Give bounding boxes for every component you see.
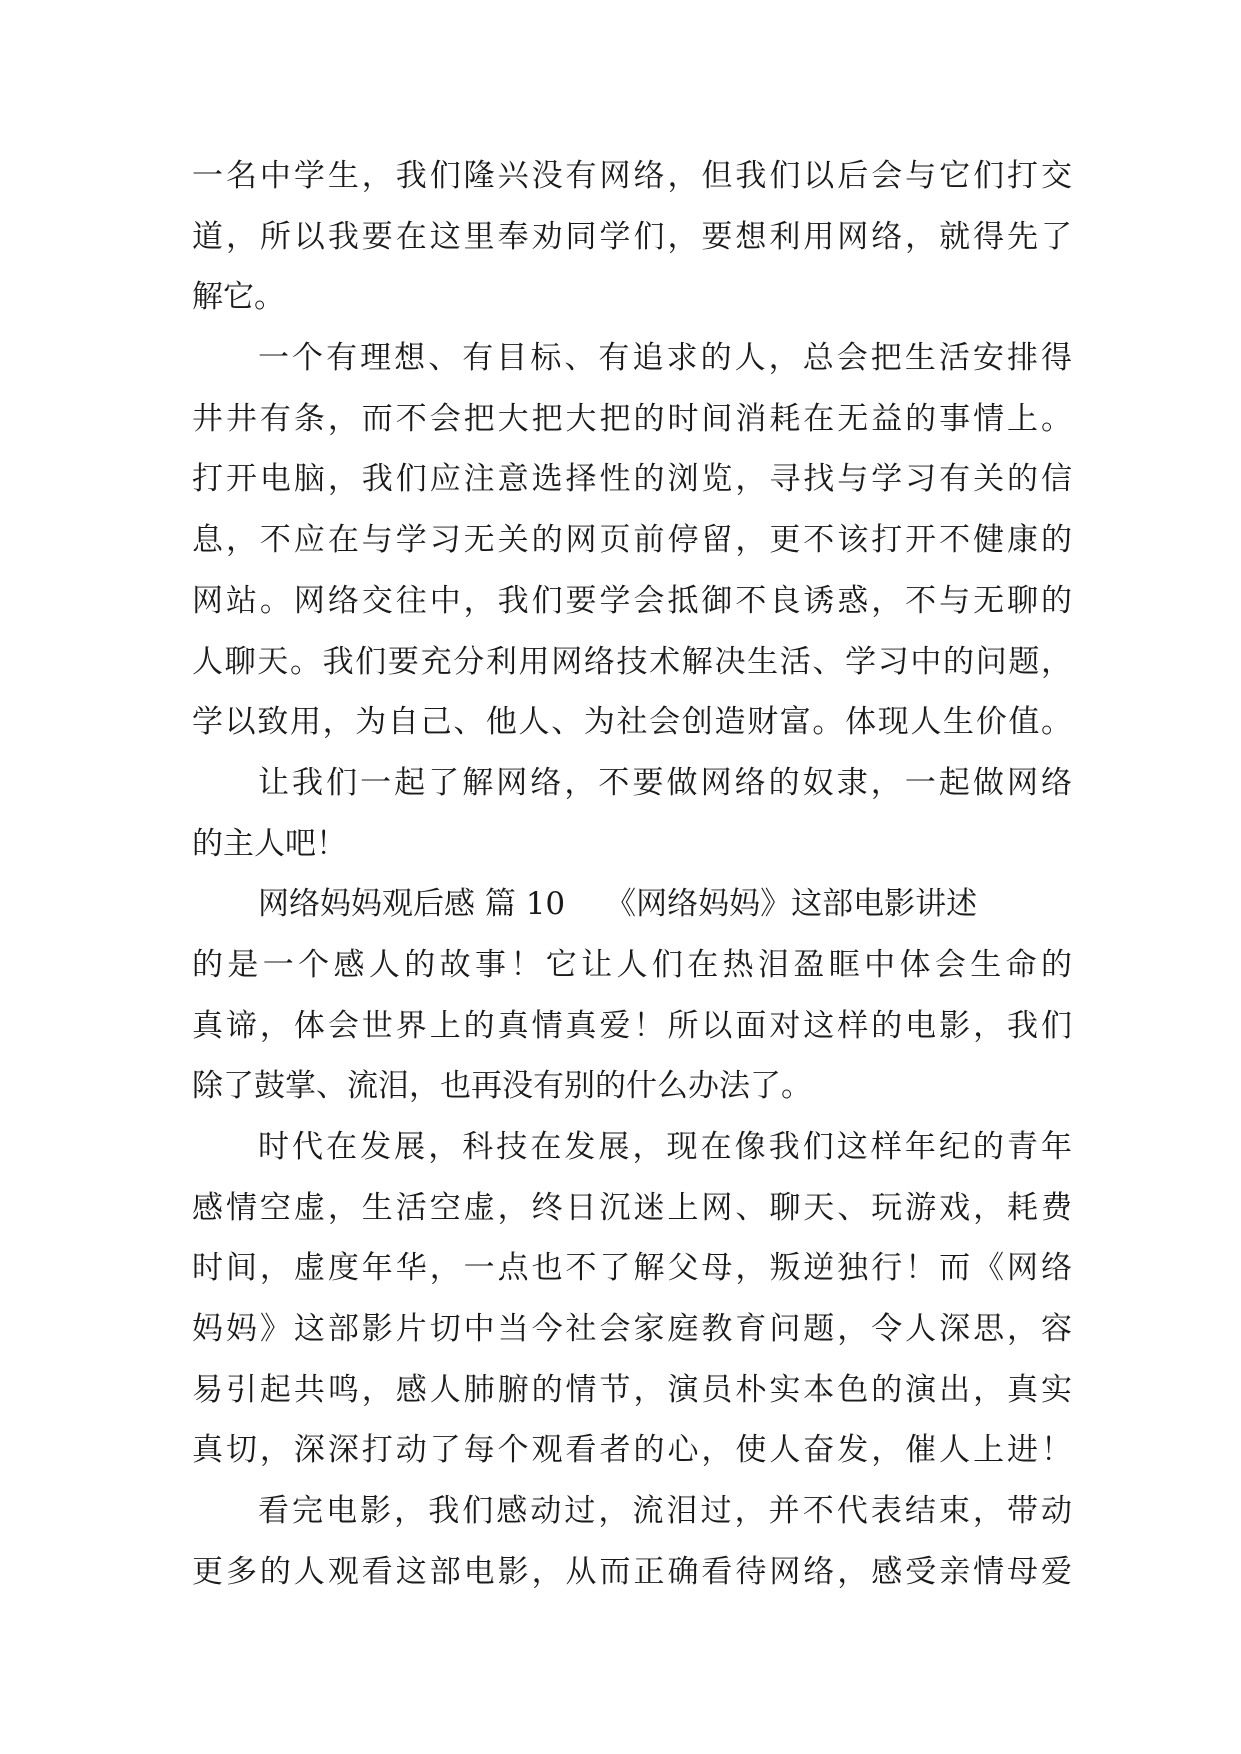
text-line: 的是一个感人的故事！它让人们在热泪盈眶中体会生命的 <box>192 946 1072 983</box>
text-line: 井井有条，而不会把大把大把的时间消耗在无益的事情上。 <box>192 400 1072 437</box>
text-line: 解它。 <box>192 279 285 316</box>
text-line: 易引起共鸣，感人肺腑的情节，演员朴实本色的演出，真实 <box>192 1371 1072 1408</box>
section-heading-line <box>192 874 1072 935</box>
text-line: 除了鼓掌、流泪，也再没有别的什么办法了。 <box>192 1068 812 1105</box>
text-line: 打开电脑，我们应注意选择性的浏览，寻找与学习有关的信 <box>192 461 1072 498</box>
text-line: 网站。网络交往中，我们要学会抵御不良诱惑，不与无聊的 <box>192 582 1072 619</box>
essay-body <box>192 146 1072 1603</box>
text-line: 《网络妈妈》这部电影讲述 <box>605 886 978 923</box>
text-line: 更多的人观看这部电影，从而正确看待网络，感受亲情母爱 <box>192 1553 1072 1590</box>
text-line: 人聊天。我们要充分利用网络技术解决生活、学习中的问题， <box>192 643 1072 680</box>
text-line: 息，不应在与学习无关的网页前停留，更不该打开不健康的 <box>192 522 1072 559</box>
text-line: 真谛，体会世界上的真情真爱！所以面对这样的电影，我们 <box>192 1007 1072 1044</box>
section-heading: 网络妈妈观后感 篇 10 <box>258 886 566 923</box>
text-line: 的主人吧！ <box>192 825 347 862</box>
text-line: 道，所以我要在这里奉劝同学们，要想利用网络，就得先了 <box>192 218 1072 255</box>
text-line: 一个有理想、有目标、有追求的人，总会把生活安排得 <box>258 340 1072 377</box>
text-line: 真切，深深打动了每个观看者的心，使人奋发，催人上进！ <box>192 1432 1072 1469</box>
text-line: 妈妈》这部影片切中当今社会家庭教育问题，令人深思，容 <box>192 1311 1072 1348</box>
text-line: 一名中学生，我们隆兴没有网络，但我们以后会与它们打交 <box>192 158 1072 194</box>
text-line: 让我们一起了解网络，不要做网络的奴隶，一起做网络 <box>258 764 1072 801</box>
text-line: 看完电影，我们感动过，流泪过，并不代表结束，带动 <box>258 1493 1072 1530</box>
text-line: 时间，虚度年华，一点也不了解父母，叛逆独行！而《网络 <box>192 1250 1072 1287</box>
text-line: 学以致用，为自己、他人、为社会创造财富。体现人生价值。 <box>192 704 1072 741</box>
text-line: 感情空虚，生活空虚，终日沉迷上网、聊天、玩游戏，耗费 <box>192 1189 1072 1226</box>
text-line: 时代在发展，科技在发展，现在像我们这样年纪的青年 <box>258 1129 1072 1165</box>
